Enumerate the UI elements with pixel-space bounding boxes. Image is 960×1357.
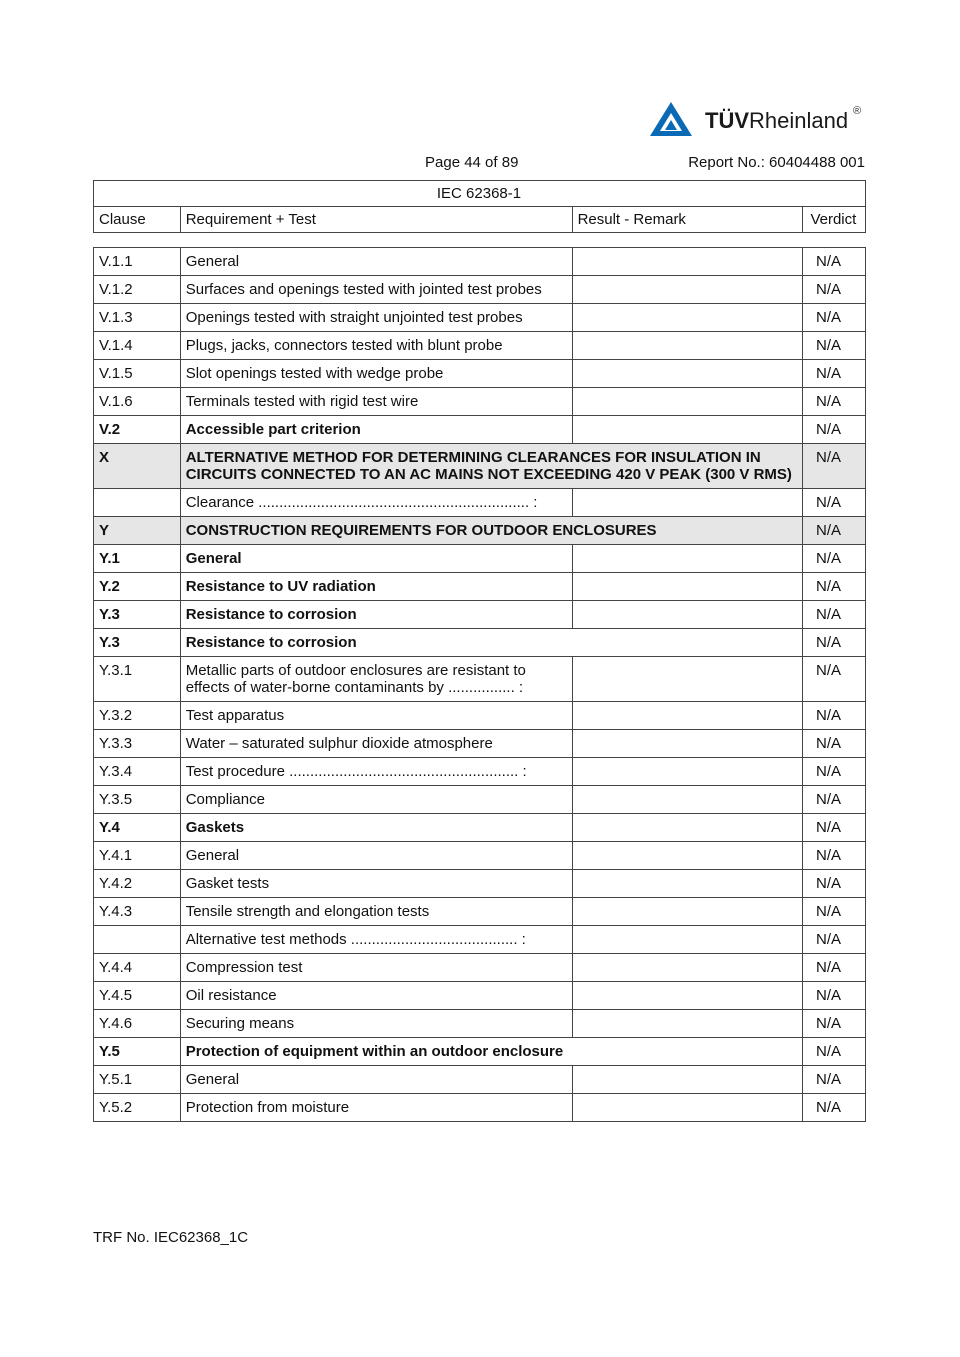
result-cell xyxy=(572,702,802,730)
result-cell xyxy=(572,304,802,332)
logo-wordmark: TÜVRheinland xyxy=(705,108,849,133)
clause-cell: V.1.5 xyxy=(94,360,181,388)
result-cell xyxy=(572,332,802,360)
table-row xyxy=(94,1010,866,1038)
table-row xyxy=(94,702,866,730)
requirement-cell: ALTERNATIVE METHOD FOR DETERMINING CLEARANCES FOR INSULATION IN CIRCUITS CONNECTED TO AN AC MAINS NOT EXCEEDING 420 V PEAK (300 V RMS) xyxy=(180,444,802,489)
result-cell xyxy=(572,1066,802,1094)
table-row xyxy=(94,545,866,573)
clause-cell: Y.5.1 xyxy=(94,1066,181,1094)
verdict-cell: N/A xyxy=(802,954,865,982)
clause-cell: Y.3.2 xyxy=(94,702,181,730)
result-cell xyxy=(572,1094,802,1122)
table-row xyxy=(94,304,866,332)
result-cell xyxy=(572,926,802,954)
requirement-cell: Clearance ................................................................. : xyxy=(180,489,572,517)
table-row xyxy=(94,248,866,276)
requirement-cell: Protection from moisture xyxy=(180,1094,572,1122)
clause-cell: Y.4.3 xyxy=(94,898,181,926)
clause-cell: V.1.2 xyxy=(94,276,181,304)
result-cell xyxy=(572,954,802,982)
clause-cell: Y.4.1 xyxy=(94,842,181,870)
requirement-cell: General xyxy=(180,842,572,870)
requirement-cell: Resistance to corrosion xyxy=(180,601,572,629)
clause-cell: V.2 xyxy=(94,416,181,444)
table-row xyxy=(94,517,866,545)
clause-cell: Y.3 xyxy=(94,629,181,657)
verdict-cell: N/A xyxy=(802,304,865,332)
verdict-cell: N/A xyxy=(802,1010,865,1038)
result-cell xyxy=(572,601,802,629)
column-header-clause: Clause xyxy=(94,207,181,233)
result-cell xyxy=(572,545,802,573)
clause-cell: Y.3.3 xyxy=(94,730,181,758)
table-row xyxy=(94,360,866,388)
requirement-cell: Water – saturated sulphur dioxide atmosphere xyxy=(180,730,572,758)
requirement-cell: Surfaces and openings tested with jointed test probes xyxy=(180,276,572,304)
result-cell xyxy=(572,388,802,416)
verdict-cell: N/A xyxy=(802,842,865,870)
verdict-cell: N/A xyxy=(802,489,865,517)
clause-cell: Y.3.1 xyxy=(94,657,181,702)
table-row xyxy=(94,332,866,360)
clause-cell: V.1.3 xyxy=(94,304,181,332)
clause-cell: Y.5.2 xyxy=(94,1094,181,1122)
column-header-result: Result - Remark xyxy=(572,207,802,233)
result-cell xyxy=(572,248,802,276)
verdict-cell: N/A xyxy=(802,982,865,1010)
result-cell xyxy=(572,786,802,814)
requirement-cell: Test apparatus xyxy=(180,702,572,730)
clause-cell: Y.3.5 xyxy=(94,786,181,814)
requirement-cell: Tensile strength and elongation tests xyxy=(180,898,572,926)
table-row xyxy=(94,388,866,416)
verdict-cell: N/A xyxy=(802,1094,865,1122)
table-row xyxy=(94,842,866,870)
clause-cell xyxy=(94,489,181,517)
table-row xyxy=(94,573,866,601)
result-cell xyxy=(572,870,802,898)
clause-cell: Y.3.4 xyxy=(94,758,181,786)
triangle-logo-icon xyxy=(648,100,694,138)
requirement-cell: Securing means xyxy=(180,1010,572,1038)
table-row xyxy=(94,657,866,702)
column-header-requirement: Requirement + Test xyxy=(180,207,572,233)
result-cell xyxy=(572,814,802,842)
verdict-cell: N/A xyxy=(802,573,865,601)
requirement-cell: Resistance to UV radiation xyxy=(180,573,572,601)
verdict-cell: N/A xyxy=(802,248,865,276)
requirement-cell: Oil resistance xyxy=(180,982,572,1010)
table-row xyxy=(94,730,866,758)
table-row xyxy=(94,982,866,1010)
clause-cell: V.1.1 xyxy=(94,248,181,276)
verdict-cell: N/A xyxy=(802,416,865,444)
verdict-cell: N/A xyxy=(802,444,865,489)
requirement-cell: Test procedure ....................................................... : xyxy=(180,758,572,786)
requirement-cell: Metallic parts of outdoor enclosures are resistant to effects of water-borne contaminants by ................ : xyxy=(180,657,572,702)
requirement-cell: General xyxy=(180,248,572,276)
table-row xyxy=(94,786,866,814)
requirement-cell: Terminals tested with rigid test wire xyxy=(180,388,572,416)
verdict-cell: N/A xyxy=(802,758,865,786)
requirement-cell: Gasket tests xyxy=(180,870,572,898)
result-cell xyxy=(572,982,802,1010)
tuv-rheinland-logo xyxy=(648,100,870,140)
requirement-cell: Alternative test methods ........................................ : xyxy=(180,926,572,954)
verdict-cell: N/A xyxy=(802,1038,865,1066)
clause-cell: Y.3 xyxy=(94,601,181,629)
requirement-cell: Compliance xyxy=(180,786,572,814)
clause-cell: Y.4.4 xyxy=(94,954,181,982)
clause-cell: Y.1 xyxy=(94,545,181,573)
requirement-cell: Protection of equipment within an outdoor enclosure xyxy=(180,1038,802,1066)
page-number: Page 44 of 89 xyxy=(425,154,519,171)
table-row xyxy=(94,926,866,954)
verdict-cell: N/A xyxy=(802,517,865,545)
verdict-cell: N/A xyxy=(802,276,865,304)
clause-cell: Y.4.5 xyxy=(94,982,181,1010)
result-cell xyxy=(572,758,802,786)
trf-number: TRF No. IEC62368_1C xyxy=(93,1229,249,1246)
requirement-cell: Plugs, jacks, connectors tested with blunt probe xyxy=(180,332,572,360)
standard-title: IEC 62368-1 xyxy=(94,181,866,207)
report-number: Report No.: 60404488 001 xyxy=(688,154,865,171)
clause-cell: Y.5 xyxy=(94,1038,181,1066)
table-row xyxy=(94,758,866,786)
result-cell xyxy=(572,1010,802,1038)
table-row xyxy=(94,1038,866,1066)
table-row xyxy=(94,814,866,842)
requirement-cell: Slot openings tested with wedge probe xyxy=(180,360,572,388)
result-cell xyxy=(572,416,802,444)
verdict-cell: N/A xyxy=(802,926,865,954)
verdict-cell: N/A xyxy=(802,814,865,842)
clause-cell xyxy=(94,926,181,954)
table-row xyxy=(94,898,866,926)
requirement-cell: General xyxy=(180,545,572,573)
table-row xyxy=(94,954,866,982)
clause-cell: V.1.6 xyxy=(94,388,181,416)
registered-mark: ® xyxy=(853,105,862,117)
table-row xyxy=(94,870,866,898)
table-row xyxy=(94,629,866,657)
requirement-cell: CONSTRUCTION REQUIREMENTS FOR OUTDOOR ENCLOSURES xyxy=(180,517,802,545)
clause-cell: Y xyxy=(94,517,181,545)
requirement-cell: Gaskets xyxy=(180,814,572,842)
clause-cell: Y.4 xyxy=(94,814,181,842)
result-cell xyxy=(572,657,802,702)
table-header xyxy=(93,180,866,233)
clause-cell: V.1.4 xyxy=(94,332,181,360)
verdict-cell: N/A xyxy=(802,786,865,814)
result-cell xyxy=(572,276,802,304)
table-row xyxy=(94,1094,866,1122)
verdict-cell: N/A xyxy=(802,730,865,758)
verdict-cell: N/A xyxy=(802,870,865,898)
verdict-cell: N/A xyxy=(802,702,865,730)
table-row xyxy=(94,276,866,304)
verdict-cell: N/A xyxy=(802,1066,865,1094)
verdict-cell: N/A xyxy=(802,601,865,629)
clause-table xyxy=(93,247,866,1122)
verdict-cell: N/A xyxy=(802,332,865,360)
clause-cell: Y.4.2 xyxy=(94,870,181,898)
table-row xyxy=(94,489,866,517)
result-cell xyxy=(572,489,802,517)
verdict-cell: N/A xyxy=(802,360,865,388)
result-cell xyxy=(572,573,802,601)
result-cell xyxy=(572,360,802,388)
table-row xyxy=(94,601,866,629)
verdict-cell: N/A xyxy=(802,388,865,416)
verdict-cell: N/A xyxy=(802,657,865,702)
verdict-cell: N/A xyxy=(802,545,865,573)
requirement-cell: Accessible part criterion xyxy=(180,416,572,444)
result-cell xyxy=(572,730,802,758)
requirement-cell: Openings tested with straight unjointed test probes xyxy=(180,304,572,332)
requirement-cell: Compression test xyxy=(180,954,572,982)
result-cell xyxy=(572,898,802,926)
table-row xyxy=(94,444,866,489)
table-row xyxy=(94,1066,866,1094)
table-row xyxy=(94,416,866,444)
result-cell xyxy=(572,842,802,870)
clause-cell: X xyxy=(94,444,181,489)
column-header-verdict: Verdict xyxy=(802,207,865,233)
requirement-cell: Resistance to corrosion xyxy=(180,629,802,657)
clause-cell: Y.4.6 xyxy=(94,1010,181,1038)
verdict-cell: N/A xyxy=(802,629,865,657)
requirement-cell: General xyxy=(180,1066,572,1094)
clause-cell: Y.2 xyxy=(94,573,181,601)
verdict-cell: N/A xyxy=(802,898,865,926)
